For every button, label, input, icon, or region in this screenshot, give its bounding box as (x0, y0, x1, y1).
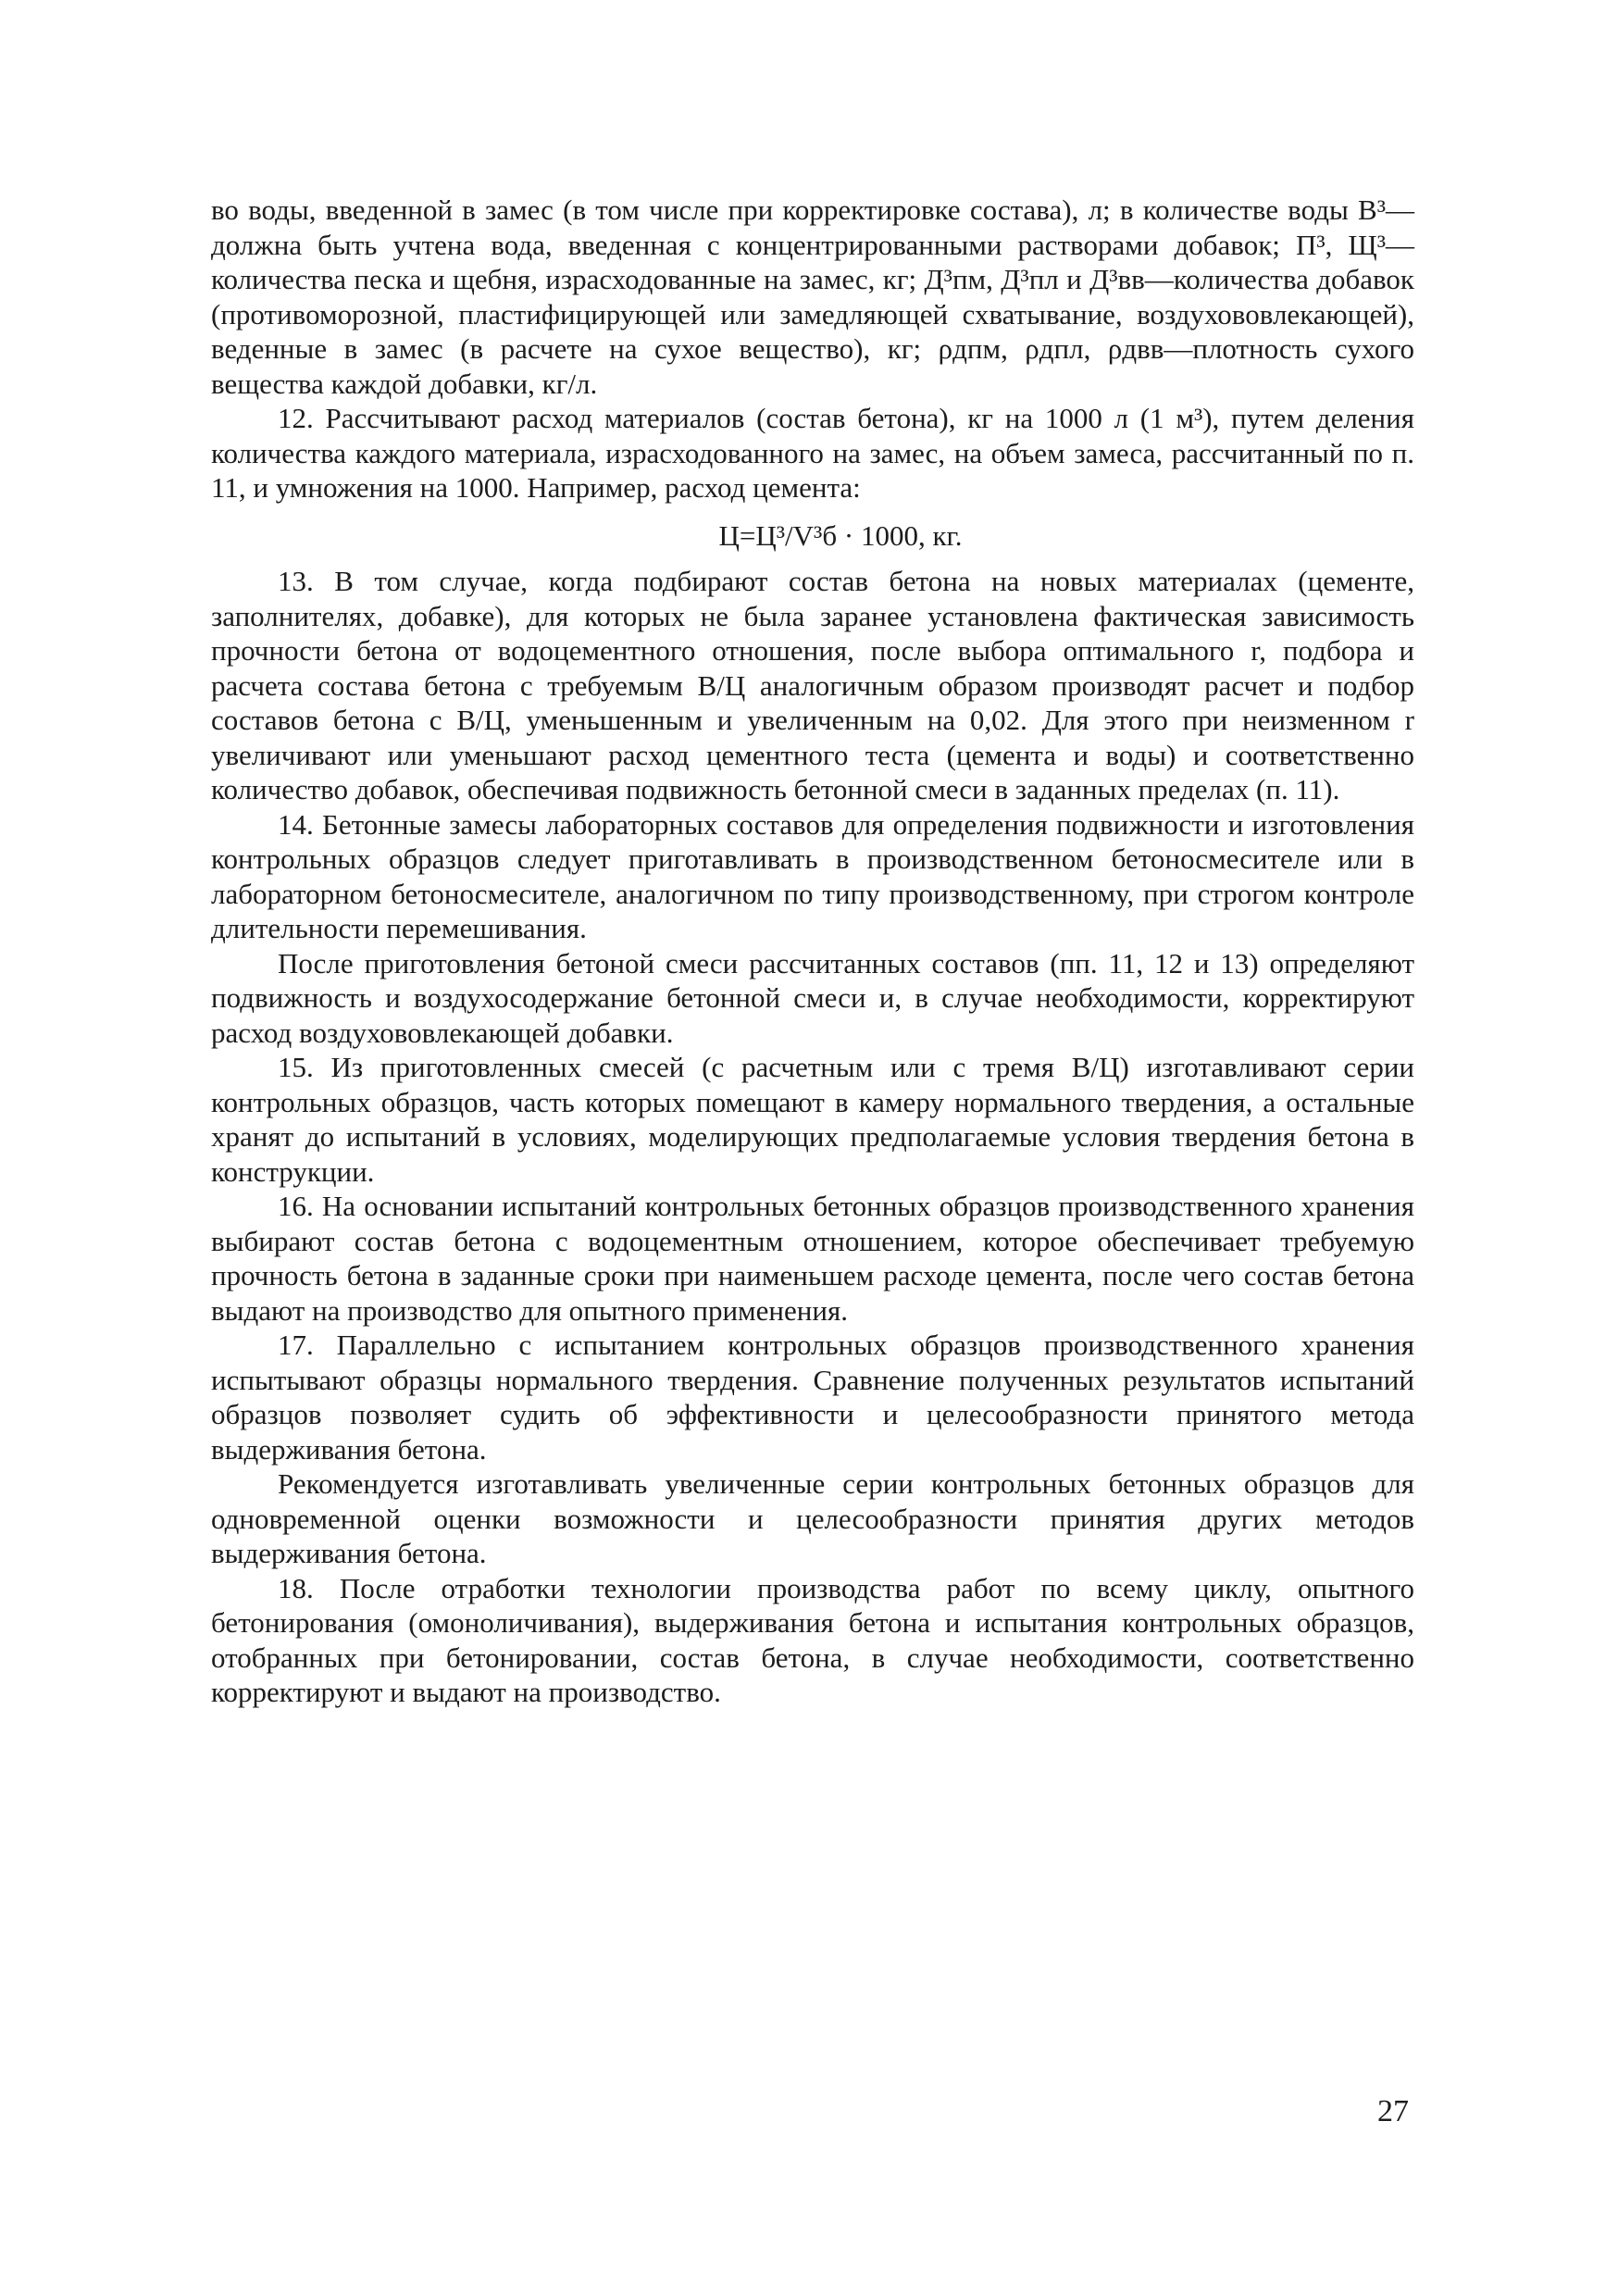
paragraph-15: 15. Из приготовленных смесей (с расчетным или с тремя В/Ц) изготавливают серии контрольных образцов, часть которых помещают в камеру нормального твердения, а остальные хранят до испытаний в условиях, моделирующих предполагаемые условия твердения бетона в конструкции. (211, 1051, 1414, 1188)
paragraph-13: 13. В том случае, когда подбирают состав бетона на новых материалах (цементе, заполнителях, добавке), для которых не была заранее установлена фактическая зависимость прочности бетона от водоцементного отношения, после выбора оптимального r, подбора и расчета состава бетона с требуемым В/Ц аналогичным образом производят расчет и подбор составов бетона с В/Ц, уменьшенным и увеличенным на 0,02. Для этого при неизменном r увеличивают или уменьшают расход цементного теста (цемента и воды) и соответственно количество добавок, обеспечивая подвижность бетонной смеси в заданных пределах (п. 11). (211, 565, 1414, 805)
paragraph-14-continued: После приготовления бетоной смеси рассчитанных составов (пп. 11, 12 и 13) определяют подвижность и воздухосодержание бетонной смеси и, в случае необходимости, корректируют расход воздухововлекающей добавки. (211, 946, 1414, 1049)
page-number: 27 (1377, 2094, 1409, 2128)
paragraph-16: 16. На основании испытаний контрольных бетонных образцов производственного хранения выбирают состав бетона с водоцементным отношением, которое обеспечивает требуемую прочность бетона в заданные сроки при наименьшем расходе цемента, после чего состав бетона выдают на производство для опытного применения. (211, 1190, 1414, 1327)
formula-cement-consumption: Ц=Ц³/V³б · 1000, кг. (718, 518, 963, 552)
page-body (211, 193, 1414, 1710)
paragraph-14: 14. Бетонные замесы лабораторных составов для определения подвижности и изготовления контрольных образцов следует приготавливать в производственном бетоносмесителе или в лабораторном бетоносмесителе, аналогичном по типу производственному, при строгом контроле длительности перемешивания. (211, 807, 1414, 944)
paragraph-12: 12. Рассчитывают расход материалов (состав бетона), кг на 1000 л (1 м³), путем деления количества каждого материала, израсходованного на замес, на объем замеса, рассчитанный по п. 11, и умножения на 1000. Например, расход цемента: (211, 402, 1414, 504)
paragraph-18: 18. После отработки технологии производства работ по всему циклу, опытного бетонирования (омоноличивания), выдерживания бетона и испытания контрольных образцов, отобранных при бетонировании, состав бетона, в случае необходимости, соответственно корректируют и выдают на производство. (211, 1571, 1414, 1708)
paragraph-17-recommendation: Рекомендуется изготавливать увеличенные серии контрольных бетонных образцов для одновременной оценки возможности и целесообразности принятия других методов выдерживания бетона. (211, 1467, 1414, 1569)
paragraph-17: 17. Параллельно с испытанием контрольных образцов производственного хранения испытывают образцы нормального твердения. Сравнение полученных результатов испытаний образцов позволяет судить об эффективности и целесообразности принятого метода выдерживания бетона. (211, 1329, 1414, 1466)
paragraph-continuation: во воды, введенной в замес (в том числе при корректировке состава), л; в количестве воды В³—должна быть учтена вода, введенная с концентрированными растворами добавок; П³, Щ³—количества песка и щебня, израсходованные на замес, кг; Д³пм, Д³пл и Д³вв—количества добавок (противоморозной, пластифицирующей или замедляющей схватывание, воздухововлекающей), веденные в замес (в расчете на сухое вещество), кг; ρдпм, ρдпл, ρдвв—плотность сухого вещества каждой добавки, кг/л. (211, 193, 1414, 400)
